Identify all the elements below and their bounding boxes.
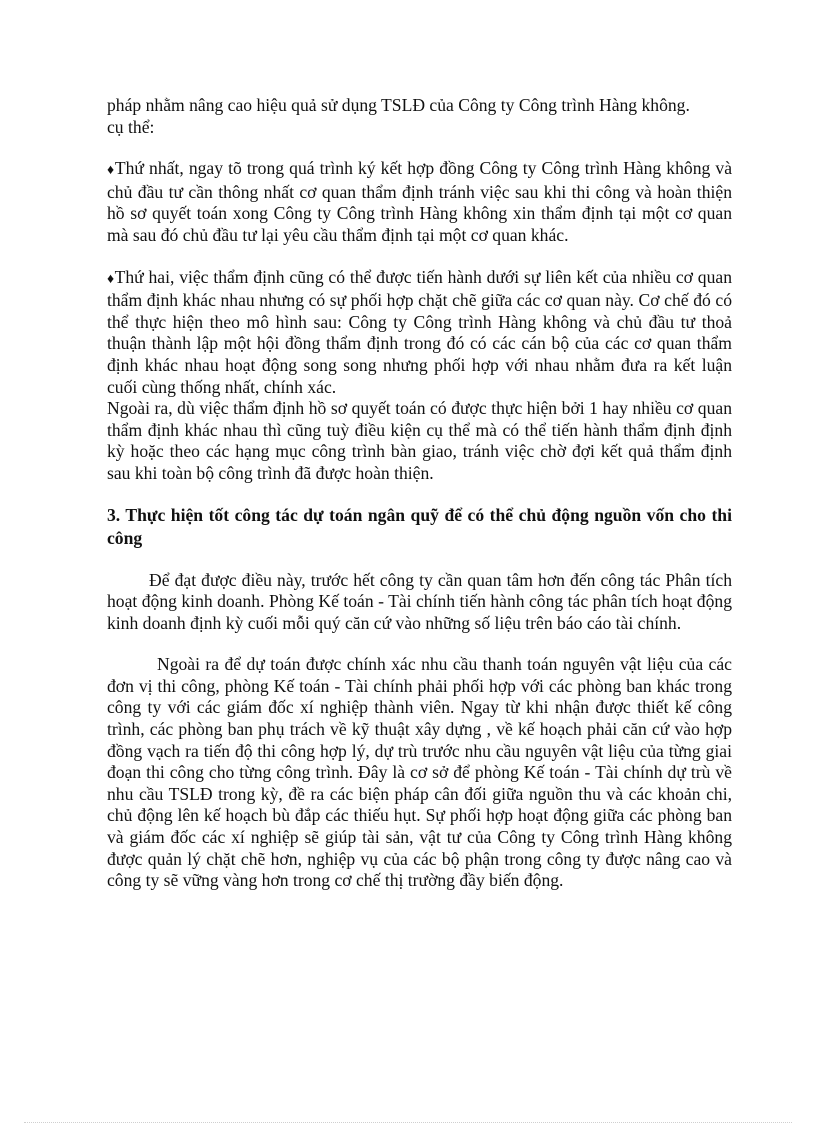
diamond-bullet-icon: ♦ xyxy=(107,163,115,179)
paragraph-specifics-label: cụ thể: xyxy=(107,116,155,137)
bullet-paragraph-first xyxy=(107,158,732,246)
paragraph-continuation: pháp nhằm nâng cao hiệu quả sử dụng TSLĐ của Công ty Công trình Hàng không. xyxy=(107,95,690,115)
section-number: 3. xyxy=(107,504,126,525)
paragraph-besides: Ngoài ra, dù việc thẩm định hồ sơ quyết toán có được thực hiện bởi 1 hay nhiều cơ quan thẩm định khác nhau thì cũng tuỳ điều kiện cụ thể mà có thể tiến hành thẩm định định kỳ hoặc theo các hạng mục công trình bàn giao, tránh việc chờ đợi kết quả thẩm định sau khi toàn bộ công trình đã được hoàn thiện. xyxy=(107,398,732,483)
paragraph-achieve: Để đạt được điều này, trước hết công ty cần quan tâm hơn đến công tác Phân tích hoạt động kinh doanh. Phòng Kế toán - Tài chính tiến hành công tác phân tích hoạt động kinh doanh định kỳ cuối mỗi quý căn cứ vào những số liệu trên báo cáo tài chính. xyxy=(107,569,732,633)
document-body xyxy=(107,95,732,892)
section-heading xyxy=(107,504,732,550)
diamond-bullet-icon: ♦ xyxy=(107,271,115,287)
bullet-text-second: Thứ hai, việc thẩm định cũng có thể được tiến hành dưới sự liên kết của nhiều cơ quan thẩm định khác nhau nhưng có sự phối hợp chặt chẽ giữa các cơ quan này. Cơ chế đó có thể thực hiện theo mô hình sau: Công ty Công trình Hàng không và chủ đầu tư thoả thuận thành lập một hội đồng thẩm định trong đó có các cán bộ của các cơ quan thẩm định khác nhau hoạt động song song nhưng phối hợp với nhau nhằm đưa ra kết luận cuối cùng thống nhất, chính xác. xyxy=(107,266,732,397)
bullet-text-first: Thứ nhất, ngay tõ trong quá trình ký kết hợp đồng Công ty Công trình Hàng không và chủ đầu tư cần thông nhất cơ quan thẩm định tránh việc sau khi thi công và hoàn thiện hồ sơ quyết toán xong Công ty Công trình Hàng không xin thẩm định tại một cơ quan mà sau đó chủ đầu tư lại yêu cầu thẩm định tại một cơ quan khác. xyxy=(107,158,733,245)
paragraph-final: Ngoài ra để dự toán được chính xác nhu cầu thanh toán nguyên vật liệu của các đơn vị thi công, phòng Kế toán - Tài chính phải phối hợp với các phòng ban khác trong công ty với các giám đốc xí nghiệp thành viên. Ngay từ khi nhận được thiết kế công trình, các phòng ban phụ trách về kỹ thuật xây dựng , về kế hoạch phải căn cứ vào hợp đồng vạch ra tiến độ thi công hợp lý, dự trù trước nhu cầu nguyên vật liệu của từng giai đoạn thi công cho từng công trình. Đây là cơ sở để phòng Kế toán - Tài chính dự trù về nhu cầu TSLĐ trong kỳ, đề ra các biện pháp cân đối giữa nguồn thu và các khoản chi, chủ động lên kế hoạch bù đắp các thiếu hụt. Sự phối hợp hoạt động giữa các phòng ban và giám đốc các xí nghiệp sẽ giúp tài sản, vật tư của Công ty Công trình Hàng không được quản lý chặt chẽ hơn, nghiệp vụ của các bộ phận trong công ty được nâng cao và công ty sẽ vững vàng hơn trong cơ chế thị trường đầy biến động. xyxy=(107,654,732,891)
section-title: Thực hiện tốt công tác dự toán ngân quỹ để có thể chủ động nguồn vốn cho thi công xyxy=(107,504,732,548)
bullet-paragraph-second xyxy=(107,267,732,399)
